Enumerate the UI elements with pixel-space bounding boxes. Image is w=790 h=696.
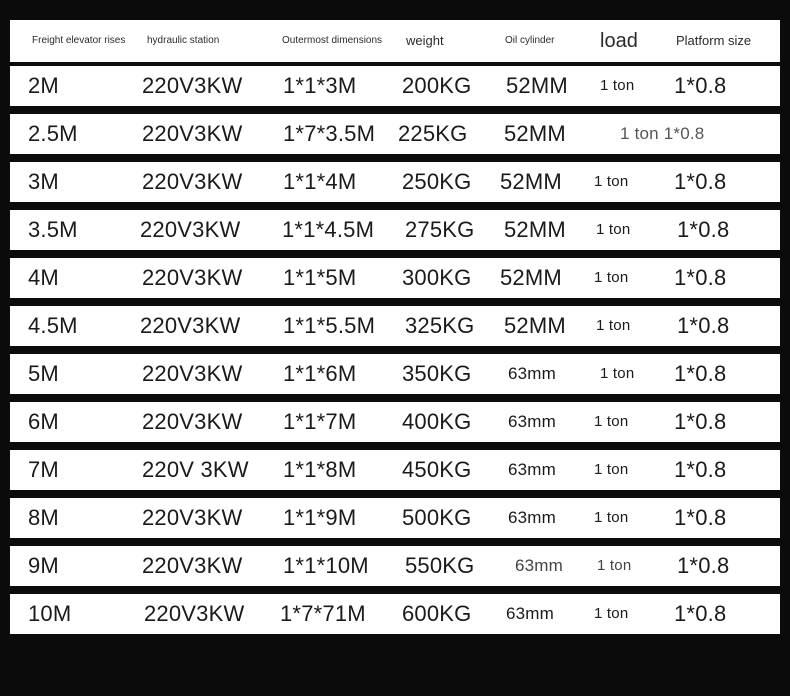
cell-load: 1 ton [594,605,629,622]
cell-load: 1 ton 1*0.8 [620,124,705,143]
cell-weight: 500KG [402,505,472,530]
cell-hydraulic: 220V 3KW [142,457,249,482]
cell-cylinder: 52MM [500,265,562,290]
cell-platform: 1*0.8 [674,265,727,290]
cell-load: 1 ton [597,557,632,574]
cell-hydraulic: 220V3KW [140,313,241,338]
cell-hydraulic: 220V3KW [142,73,243,98]
cell-hydraulic: 220V3KW [142,361,243,386]
cell-load: 1 ton [594,269,629,286]
cell-load: 1 ton [594,509,629,526]
table-row [10,546,780,586]
cell-platform: 1*0.8 [674,505,727,530]
cell-hydraulic: 220V3KW [140,217,241,242]
cell-load: 1 ton [600,365,635,382]
cell-weight: 450KG [402,457,472,482]
cell-cylinder: 52MM [506,73,568,98]
header-dimensions: Outermost dimensions [282,35,383,46]
cell-platform: 1*0.8 [674,361,727,386]
cell-platform: 1*0.8 [677,553,730,578]
cell-weight: 600KG [402,601,472,626]
cell-cylinder: 63mm [515,556,564,575]
cell-load: 1 ton [600,77,635,94]
cell-hydraulic: 220V3KW [142,553,243,578]
table-header [10,20,780,62]
cell-hydraulic: 220V3KW [142,265,243,290]
cell-load: 1 ton [594,413,629,430]
cell-weight: 275KG [405,217,475,242]
cell-rise: 4.5M [28,313,78,338]
header-rise: Freight elevator rises [32,35,126,46]
cell-hydraulic: 220V3KW [142,169,243,194]
cell-rise: 2.5M [28,121,78,146]
table-row [10,258,780,298]
cell-load: 1 ton [594,173,629,190]
cell-cylinder: 52MM [500,169,562,194]
table-row [10,594,780,634]
header-cylinder: Oil cylinder [505,35,555,46]
cell-rise: 3.5M [28,217,78,242]
cell-cylinder: 52MM [504,217,566,242]
cell-hydraulic: 220V3KW [142,409,243,434]
cell-hydraulic: 220V3KW [142,505,243,530]
cell-cylinder: 63mm [508,460,557,479]
cell-rise: 10M [28,601,72,626]
cell-dimensions: 1*1*5M [283,265,357,290]
cell-rise: 2M [28,73,59,98]
cell-load: 1 ton [594,461,629,478]
cell-rise: 7M [28,457,59,482]
cell-platform: 1*0.8 [677,217,730,242]
table-row [10,450,780,490]
cell-weight: 325KG [405,313,475,338]
cell-weight: 250KG [402,169,472,194]
cell-dimensions: 1*1*3M [283,73,357,98]
cell-cylinder: 63mm [508,508,557,527]
spec-table [10,20,780,62]
table-row [10,306,780,346]
table-row [10,114,780,154]
cell-weight: 200KG [402,73,472,98]
cell-load: 1 ton [596,221,631,238]
cell-rise: 9M [28,553,59,578]
cell-cylinder: 52MM [504,121,566,146]
cell-dimensions: 1*1*8M [283,457,357,482]
header-weight: weight [406,33,444,48]
cell-weight: 350KG [402,361,472,386]
cell-hydraulic: 220V3KW [142,121,243,146]
cell-rise: 8M [28,505,59,530]
cell-dimensions: 1*1*4.5M [282,217,375,242]
cell-weight: 225KG [398,121,468,146]
header-hydraulic: hydraulic station [147,35,220,46]
cell-dimensions: 1*1*10M [283,553,369,578]
cell-dimensions: 1*7*71M [280,601,366,626]
cell-rise: 6M [28,409,59,434]
cell-dimensions: 1*1*5.5M [283,313,376,338]
table-row [10,402,780,442]
cell-dimensions: 1*1*9M [283,505,357,530]
cell-rise: 3M [28,169,59,194]
table-row [10,354,780,394]
cell-weight: 300KG [402,265,472,290]
cell-dimensions: 1*7*3.5M [283,121,376,146]
table-row [10,498,780,538]
cell-platform: 1*0.8 [674,409,727,434]
header-platform: Platform size [676,33,752,48]
cell-cylinder: 63mm [508,412,557,431]
cell-rise: 4M [28,265,59,290]
cell-dimensions: 1*1*4M [283,169,357,194]
cell-platform: 1*0.8 [674,169,727,194]
table-row [10,210,780,250]
cell-platform: 1*0.8 [674,601,727,626]
spec-table-body [10,66,780,642]
cell-platform: 1*0.8 [674,457,727,482]
cell-weight: 400KG [402,409,472,434]
cell-load: 1 ton [596,317,631,334]
cell-platform: 1*0.8 [677,313,730,338]
cell-cylinder: 63mm [506,604,555,623]
cell-cylinder: 63mm [508,364,557,383]
cell-platform: 1*0.8 [674,73,727,98]
header-load: load [600,30,638,52]
cell-rise: 5M [28,361,59,386]
table-row [10,66,780,106]
cell-cylinder: 52MM [504,313,566,338]
cell-dimensions: 1*1*6M [283,361,357,386]
table-row [10,162,780,202]
cell-weight: 550KG [405,553,475,578]
cell-hydraulic: 220V3KW [144,601,245,626]
cell-dimensions: 1*1*7M [283,409,357,434]
